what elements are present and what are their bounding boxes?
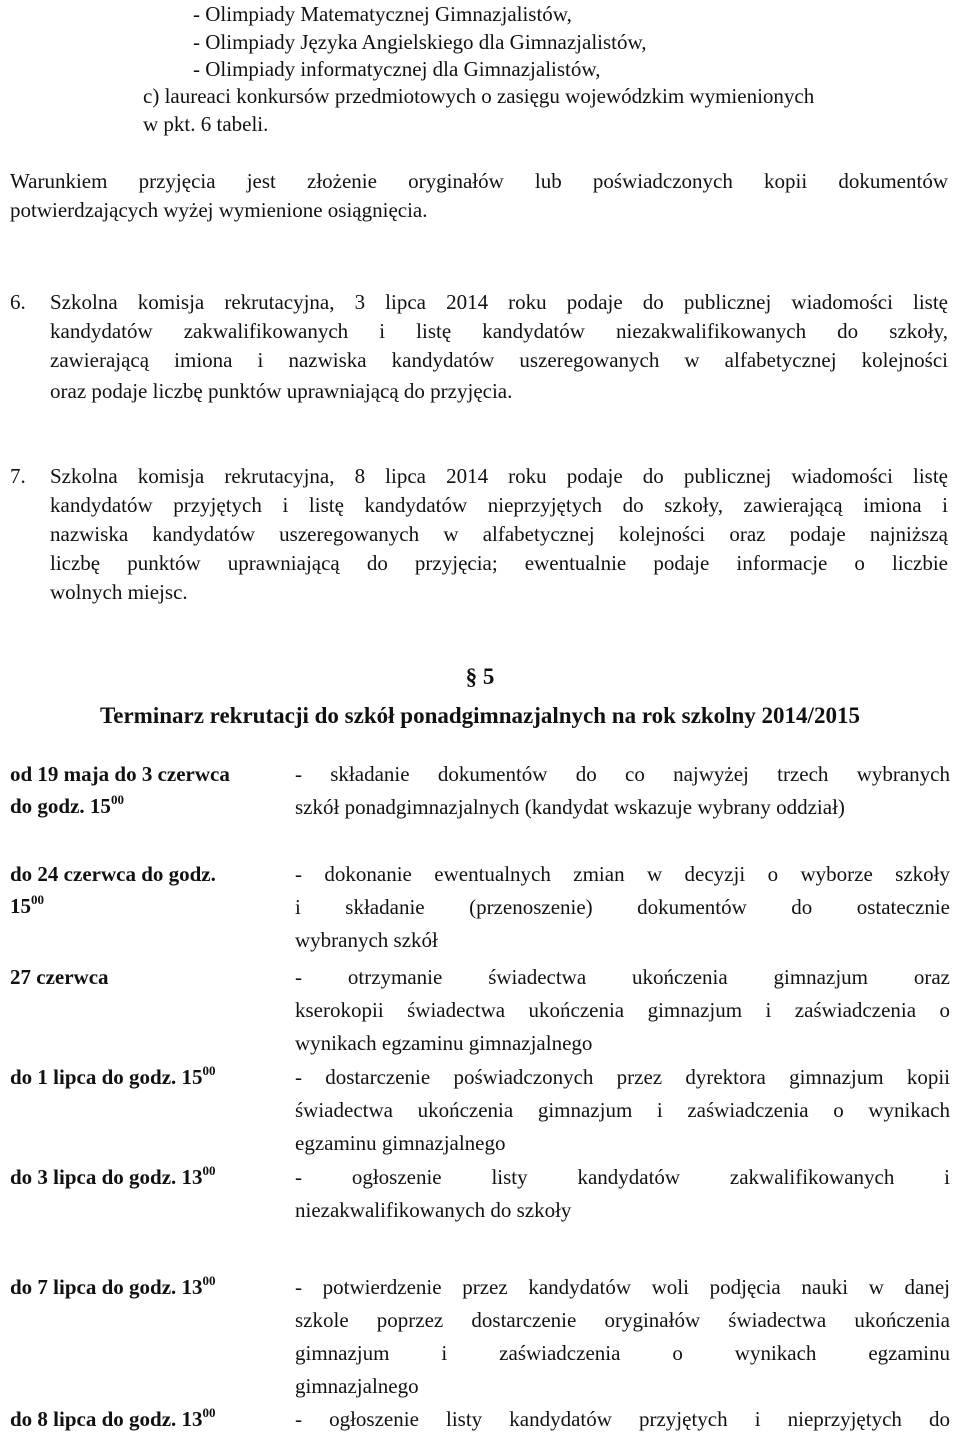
- list-item: - Olimpiady informatycznej dla Gimnazjalistów,: [193, 57, 601, 81]
- schedule-date-text: do 24 czerwca do godz.: [10, 862, 216, 886]
- item-line: zawierającą imiona i nazwiska kandydatów uszeregowanych w alfabetycznej kolejności: [50, 348, 948, 372]
- schedule-date: [10, 758, 295, 858]
- section-title: Terminarz rekrutacji do szkół ponadgimnazjalnych na rok szkolny 2014/2015: [100, 703, 860, 728]
- schedule-description-line: - ogłoszenie listy kandydatów zakwalifikowanych i: [295, 1165, 950, 1189]
- schedule-date: [10, 1271, 295, 1403]
- schedule-description: [295, 1403, 950, 1443]
- schedule-table: [10, 758, 950, 1443]
- schedule-description-line: egzaminu gimnazjalnego: [295, 1131, 506, 1155]
- table-row: [10, 961, 950, 1061]
- condition-line: potwierdzających wyżej wymienione osiągnięcia.: [10, 198, 428, 222]
- schedule-description: [295, 858, 950, 961]
- schedule-time-superscript: 00: [202, 1163, 216, 1178]
- item-line: wolnych miejsc.: [50, 580, 188, 604]
- schedule-time-superscript: 00: [202, 1405, 216, 1420]
- schedule-description-line: gimnazjalnego: [295, 1374, 419, 1398]
- schedule-date-text: od 19 maja do 3 czerwca: [10, 762, 230, 786]
- schedule-description: [295, 1161, 950, 1271]
- schedule-description-line: - potwierdzenie przez kandydatów woli podjęcia nauki w danej: [295, 1275, 950, 1299]
- item-line: Szkolna komisja rekrutacyjna, 8 lipca 2014 roku podaje do publicznej wiadomości listę: [50, 464, 948, 488]
- schedule-date: [10, 1403, 295, 1443]
- schedule-date-text: 15: [10, 894, 31, 918]
- list-item: c) laureaci konkursów przedmiotowych o zasięgu wojewódzkim wymienionych: [143, 84, 815, 108]
- item-line: kandydatów zakwalifikowanych i listę kandydatów niezakwalifikowanych do szkoły,: [50, 319, 948, 343]
- schedule-time-superscript: 00: [202, 1273, 216, 1288]
- condition-line: Warunkiem przyjęcia jest złożenie oryginałów lub poświadczonych kopii dokumentów: [10, 169, 948, 193]
- schedule-description: [295, 758, 950, 858]
- table-row: [10, 1403, 950, 1443]
- schedule-date: [10, 1161, 295, 1271]
- schedule-description-line: - dokonanie ewentualnych zmian w decyzji o wyborze szkoły: [295, 862, 950, 886]
- schedule-date: [10, 1061, 295, 1161]
- schedule-time-superscript: 00: [110, 792, 124, 807]
- schedule-description: [295, 1271, 950, 1403]
- schedule-description-line: wynikach egzaminu gimnazjalnego: [295, 1031, 593, 1055]
- schedule-time-superscript: 00: [202, 1063, 216, 1078]
- item-line: nazwiska kandydatów uszeregowanych w alfabetycznej kolejności oraz podaje najniższą: [50, 522, 948, 546]
- item-number: 7.: [10, 464, 26, 488]
- table-row: [10, 1061, 950, 1161]
- item-line: liczbę punktów uprawniającą do przyjęcia; ewentualnie podaje informacje o liczbie: [50, 551, 948, 575]
- table-row: [10, 1161, 950, 1271]
- schedule-date-text: 27 czerwca: [10, 965, 109, 989]
- schedule-description-line: wybranych szkół: [295, 928, 438, 952]
- schedule-date: [10, 858, 295, 961]
- schedule-description-line: - dostarczenie poświadczonych przez dyrektora gimnazjum kopii: [295, 1065, 950, 1089]
- schedule-date-text: do 3 lipca do godz. 13: [10, 1165, 203, 1189]
- schedule-description-line: gimnazjum i zaświadczenia o wynikach egzaminu: [295, 1341, 950, 1365]
- table-row: [10, 758, 950, 858]
- section-symbol: § 5: [465, 664, 495, 689]
- schedule-description-line: szkole poprzez dostarczenie oryginałów świadectwa ukończenia: [295, 1308, 950, 1332]
- item-number: 6.: [10, 290, 26, 314]
- schedule-description: [295, 961, 950, 1061]
- schedule-description-line: i składanie (przenoszenie) dokumentów do ostatecznie: [295, 895, 950, 919]
- list-item: - Olimpiady Matematycznej Gimnazjalistów,: [193, 2, 572, 26]
- list-item: - Olimpiady Języka Angielskiego dla Gimnazjalistów,: [193, 30, 647, 54]
- schedule-date-text: do 1 lipca do godz. 15: [10, 1065, 203, 1089]
- item-line: oraz podaje liczbę punktów uprawniającą do przyjęcia.: [50, 379, 513, 403]
- schedule-date-text: do 8 lipca do godz. 13: [10, 1407, 203, 1431]
- item-line: Szkolna komisja rekrutacyjna, 3 lipca 2014 roku podaje do publicznej wiadomości listę: [50, 290, 948, 314]
- schedule-description-line: niezakwalifikowanych do szkoły: [295, 1198, 572, 1222]
- schedule-date: [10, 961, 295, 1061]
- schedule-description-line: - ogłoszenie listy kandydatów przyjętych i nieprzyjętych do: [295, 1407, 950, 1431]
- schedule-date-text: do 7 lipca do godz. 13: [10, 1275, 203, 1299]
- schedule-time-superscript: 00: [31, 892, 44, 907]
- schedule-description: [295, 1061, 950, 1161]
- schedule-description-line: szkół ponadgimnazjalnych (kandydat wskazuje wybrany oddział): [295, 795, 845, 819]
- schedule-description-line: kserokopii świadectwa ukończenia gimnazjum i zaświadczenia o: [295, 998, 950, 1022]
- table-row: [10, 858, 950, 961]
- list-item: w pkt. 6 tabeli.: [143, 112, 269, 136]
- schedule-description-line: - składanie dokumentów do co najwyżej trzech wybranych: [295, 762, 950, 786]
- schedule-description-line: świadectwa ukończenia gimnazjum i zaświadczenia o wynikach: [295, 1098, 950, 1122]
- schedule-description-line: - otrzymanie świadectwa ukończenia gimnazjum oraz: [295, 965, 950, 989]
- schedule-date-text: do godz. 15: [10, 794, 111, 818]
- item-line: kandydatów przyjętych i listę kandydatów nieprzyjętych do szkoły, zawierającą imiona i: [50, 493, 948, 517]
- table-row: [10, 1271, 950, 1403]
